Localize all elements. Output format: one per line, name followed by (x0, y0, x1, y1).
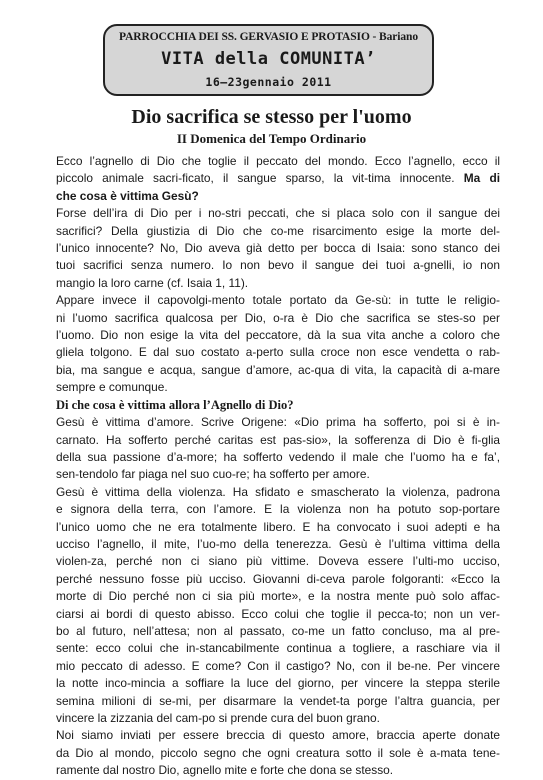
article-line (56, 623, 500, 640)
text-run: ni l’uomo sacrifica qualcosa per Dio, o-ra è Dio che sacrifica se stes-so per (56, 310, 500, 325)
text-run: piccolo animale sacri-ficato, il sangue sparso, la vit-tima innocente. (56, 171, 464, 186)
text-run: Forse dell’ira di Dio per i no-stri peccati, che si placa solo con il sangue dei (56, 206, 500, 221)
text-run: semina milioni di se-mi, per disarmare la vendet-ta porge l’altra guancia, per (56, 693, 500, 708)
article-line (56, 571, 500, 588)
article-line (56, 693, 500, 710)
text-run: violen-za, perché non ci siano più vittime. Doveva essere l’ulti-mo ucciso, (56, 554, 500, 569)
issue-dates: 16—23gennaio 2011 (205, 75, 332, 89)
text-run: bia, ma sangue e acqua, sangue d’amore, ac-qua di vita, la capacità di a-mare (56, 362, 500, 377)
article-line (56, 466, 500, 483)
text-run: da Dio al mondo, piccolo segno che ogni creatura sotto il sole è a-mata tene- (56, 745, 500, 760)
text-run: ciarsi ai bordi di questo abisso. Ecco colui che toglie il pecca-to; non un ver- (56, 606, 500, 621)
article-line (56, 257, 500, 274)
article-line (56, 501, 500, 518)
article-line (56, 727, 500, 744)
text-run: morte di Dio perché non ci sia più morte», e la nostra mente può solo affac- (56, 589, 500, 604)
text-run: l’unico uomo che ne era totalmente libero. E ha convocato i suoi adepti e ha (56, 519, 500, 534)
text-run: Noi siamo inviati per essere breccia di questo amore, braccia aperte donate (56, 728, 500, 743)
newsletter-header (103, 24, 434, 96)
text-run: l’unico innocente? No, Dio aveva già detto per bocca di Isaia: sono stanco dei (56, 241, 500, 256)
text-run: Gesù è vittima della violenza. Ha sfidato e smascherato la violenza, padrona (56, 484, 500, 499)
text-run: sempre e comunque. (56, 380, 168, 395)
article-line (56, 205, 500, 222)
text-run: che cosa è vittima Gesù? (56, 188, 199, 203)
text-run: sacrifici? Della giustizia di Dio che co-me risarcimento esige la morte del- (56, 223, 500, 238)
article-line (56, 153, 500, 170)
article-line (56, 536, 500, 553)
article-line (56, 432, 500, 449)
article-line (56, 223, 500, 240)
article-line (56, 606, 500, 623)
article-line (56, 588, 500, 605)
article-line (56, 379, 500, 396)
text-run: sente: ecco colui che in-stancabilmente continua a togliere, a raschiare via il (56, 641, 500, 656)
article-line (56, 745, 500, 762)
article-line (56, 762, 500, 779)
text-run: tuoi sacrifici senza numero. Io non bevo il sangue dei tuoi a-gnelli, io non (56, 258, 500, 273)
article-line (56, 449, 500, 466)
text-run: perché nessuno fosse più ucciso. Giovanni di-ceva parole folgoranti: «Ecco la (56, 571, 500, 586)
text-run: Ecco l’agnello di Dio che toglie il peccato del mondo. Ecco l’agnello, ecco il (56, 154, 500, 168)
text-run: la notte inco-mincia a soffiare la luce del giorno, per vincere la steppa sterile (56, 676, 500, 691)
text-run: ucciso l’agnello, il mite, l’uo-mo della tenerezza. Gesù è l’ultima vittima della (56, 536, 500, 551)
article-line (56, 710, 500, 727)
article-line (56, 327, 500, 344)
article-line (56, 553, 500, 570)
article-line (56, 362, 500, 379)
article-line (56, 519, 500, 536)
article-line (56, 640, 500, 657)
text-run: sen-tendolo far piaga nel suo cuo-re; ha sofferto per amore. (56, 467, 370, 482)
article-line (56, 484, 500, 501)
article-line (56, 397, 500, 414)
text-run: mangio la loro carne (cf. Isaia 1, 11). (56, 275, 249, 290)
article-line (56, 658, 500, 675)
parish-name: PARROCCHIA DEI SS. GERVASIO E PROTASIO - Bariano (119, 31, 418, 43)
text-run: mio peccato di adesso. E come? Con il castigo? No, con il be-ne. Per vincere (56, 658, 500, 673)
text-run: Gesù è vittima d’amore. Scrive Origene: «Dio prima ha sofferto, poi si è in- (56, 415, 500, 430)
text-run: carnato. Ha sofferto perché caritas est pas-sio», la sofferenza di Dio è fi-glia (56, 432, 500, 447)
article-line (56, 310, 500, 327)
text-run: l’uomo. Dio non esige la vita del peccatore, dà la sua vita anche a coloro che (56, 328, 500, 343)
text-run: Ma di (463, 171, 501, 186)
article-line (56, 414, 500, 431)
article-line (56, 170, 500, 187)
article-line (56, 344, 500, 361)
article-line (56, 675, 500, 692)
article-subtitle: II Domenica del Tempo Ordinario (176, 131, 367, 146)
text-run: gliela tolgono. E dal suo costato a-perto sulla croce non esce vendetta o rab- (56, 345, 500, 360)
text-run: vincere la zizzania del cam-po si prende cura del buon grano. (56, 711, 380, 725)
text-run: Appare invece il capovolgi-mento totale portato da Ge-sù: in tutte le religio- (56, 293, 500, 308)
article-line (56, 292, 500, 309)
text-run: della sua passione d’a-more; ha sofferto vedendo il male che l’uomo ha e fa’, (56, 449, 500, 464)
text-run: ramente dal nostro Dio, agnello mite e forte che dona se stesso. (56, 763, 394, 778)
article-body (56, 153, 500, 780)
article-line (56, 188, 500, 205)
text-run: Di che cosa è vittima allora l’Agnello di Dio? (56, 397, 294, 412)
text-run: bo al futuro, nell’attesa; non al passato, co-me un fatto concluso, ma al pre- (56, 623, 500, 638)
article-line (56, 275, 500, 292)
newsletter-title: VITA della COMUNITA’ (161, 49, 376, 69)
article-title: Dio sacrifica se stesso per l'uomo (131, 106, 412, 128)
article-line (56, 240, 500, 257)
text-run: e signora della terra, con l’amore. E la violenza non ha potuto sop-portare (56, 502, 500, 517)
